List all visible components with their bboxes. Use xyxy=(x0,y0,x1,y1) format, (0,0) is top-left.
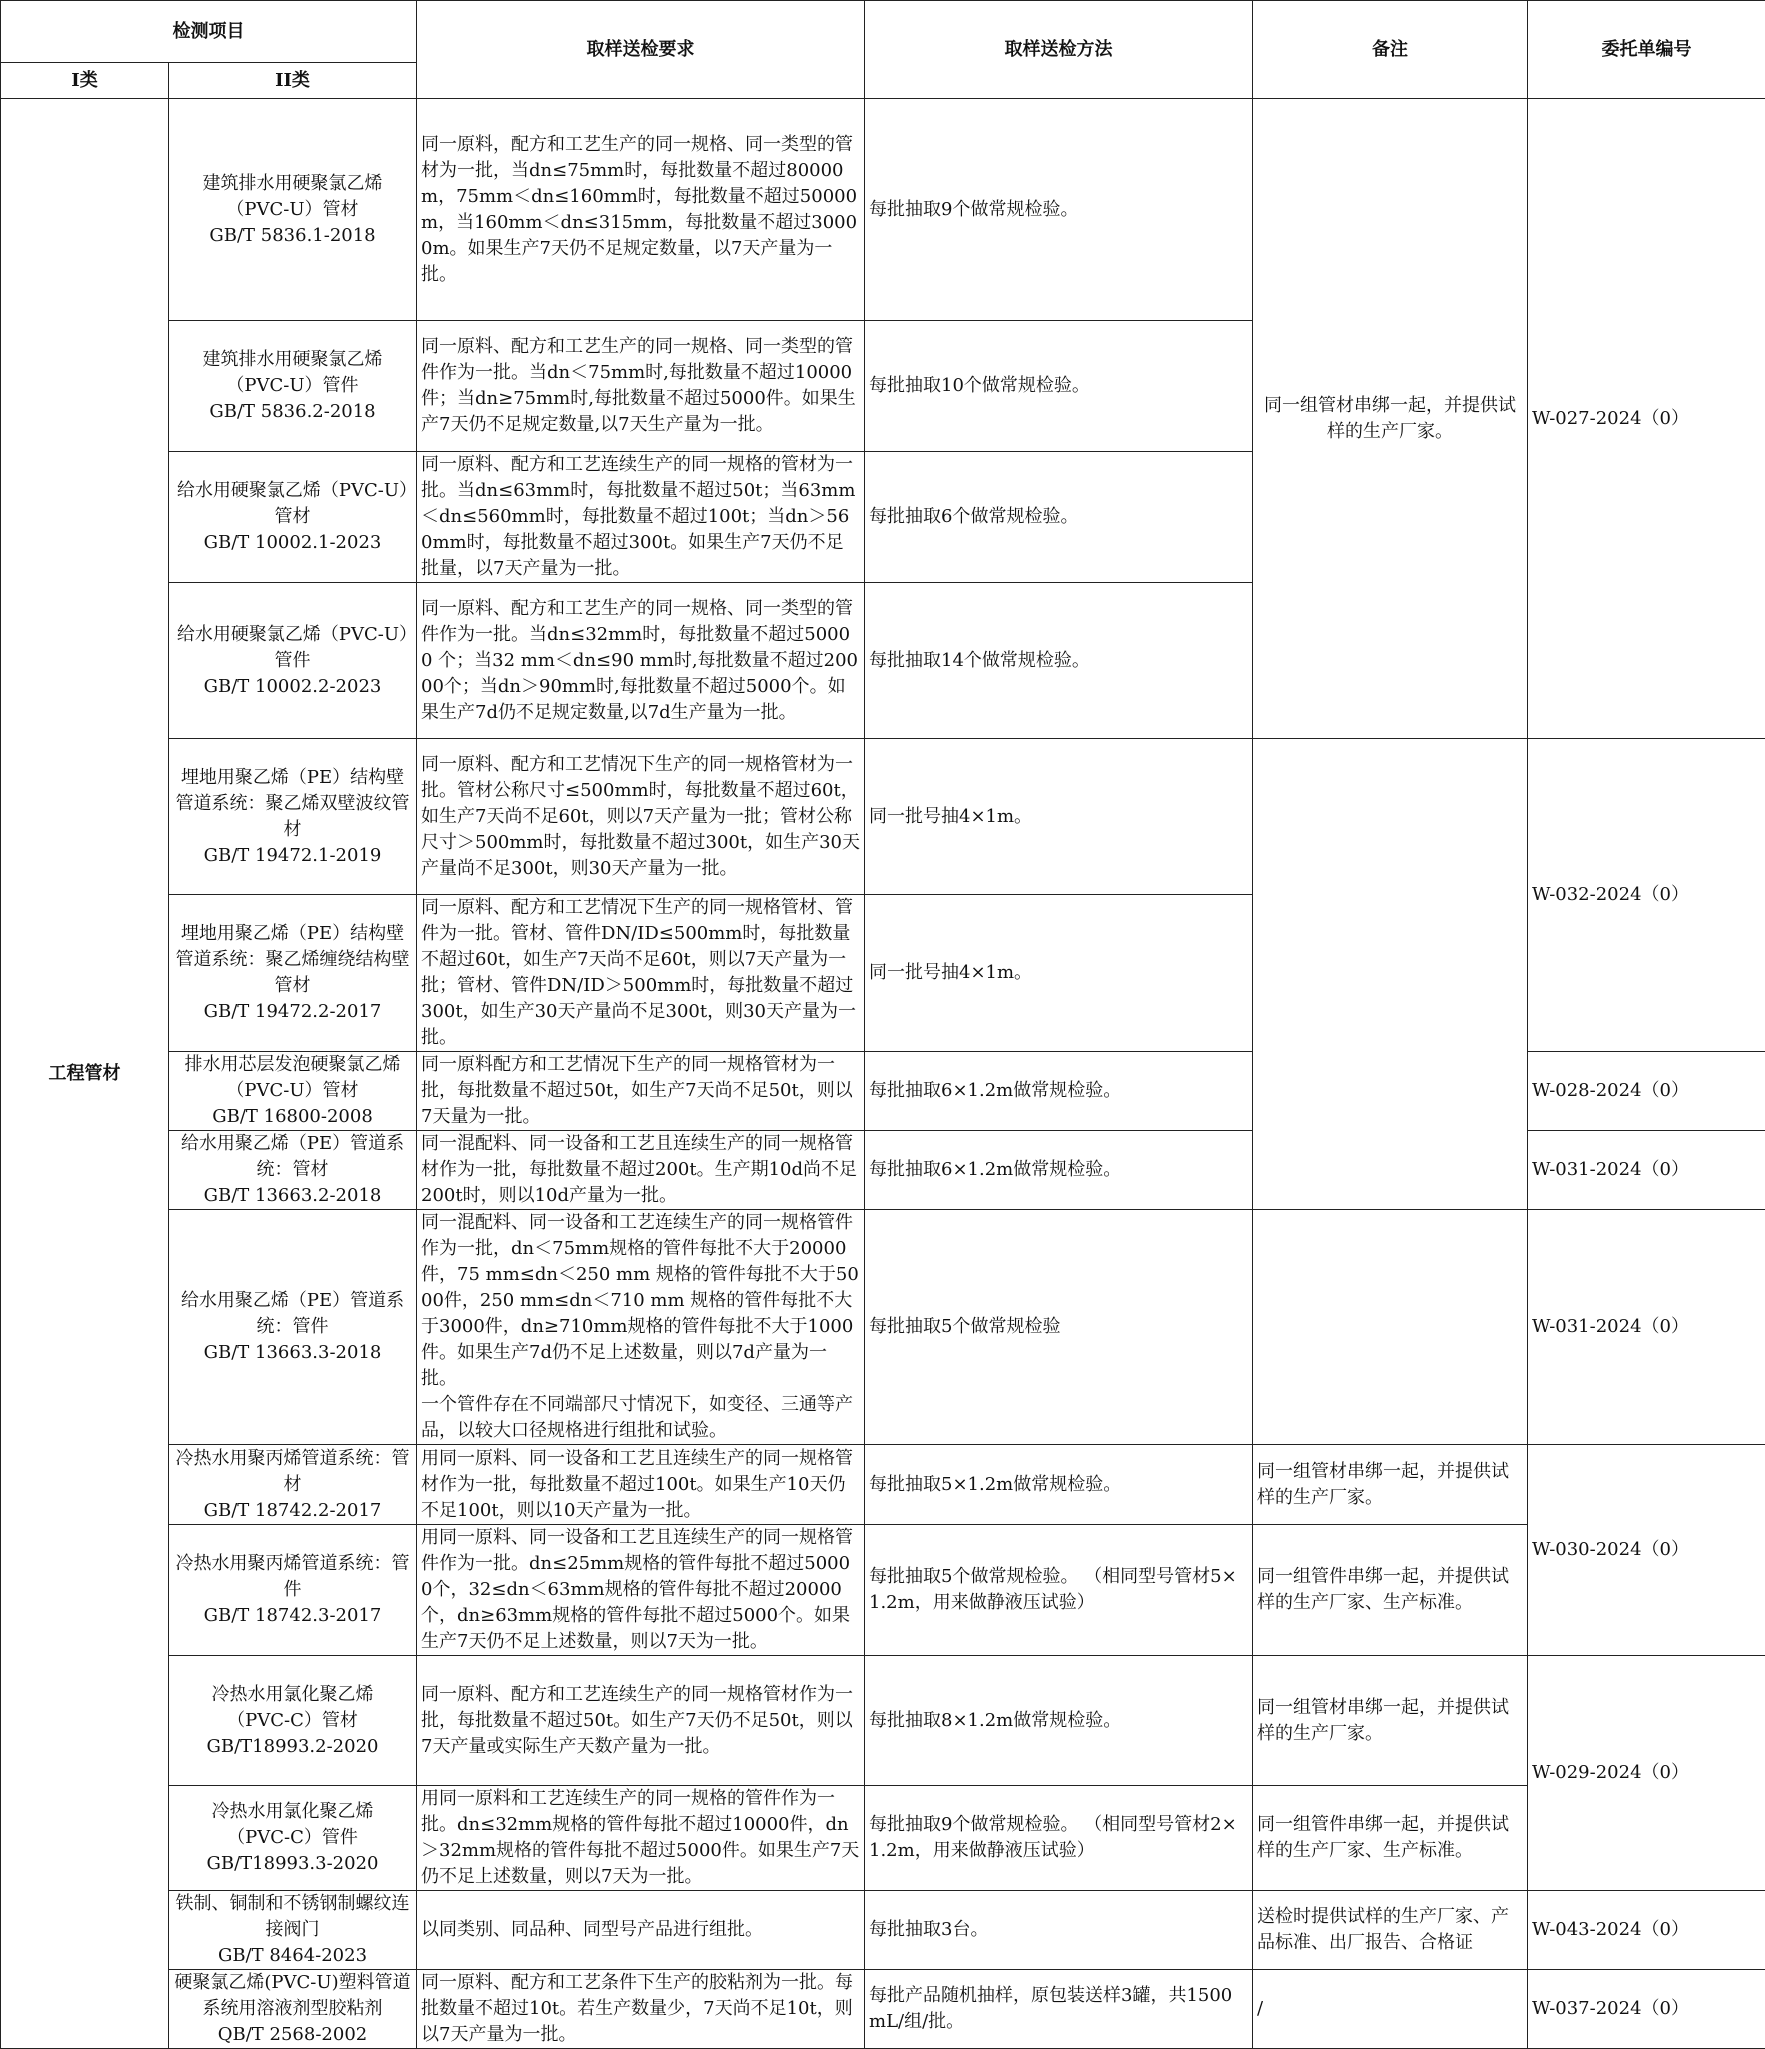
item-remarks-empty xyxy=(1253,739,1528,1210)
order-number: W-032-2024（0） xyxy=(1528,739,1765,1052)
item-method: 每批抽取6×1.2m做常规检验。 xyxy=(865,1052,1253,1131)
item-method: 每批抽取5个做常规检验。 （相同型号管材5×1.2m，用来做静液压试验） xyxy=(865,1525,1253,1656)
item-name: 冷热水用聚丙烯管道系统：管材 GB/T 18742.2-2017 xyxy=(169,1445,417,1525)
order-number: W-043-2024（0） xyxy=(1528,1891,1765,1970)
header-detect-item: 检测项目 xyxy=(1,1,417,63)
item-name: 给水用硬聚氯乙烯（PVC-U）管件 GB/T 10002.2-2023 xyxy=(169,583,417,739)
item-method: 每批产品随机抽样，原包装送样3罐，共1500mL/组/批。 xyxy=(865,1970,1253,2049)
header-method: 取样送检方法 xyxy=(865,1,1253,99)
item-requirements: 以同类别、同品种、同型号产品进行组批。 xyxy=(417,1891,865,1970)
item-name: 排水用芯层发泡硬聚氯乙烯（PVC-U）管材 GB/T 16800-2008 xyxy=(169,1052,417,1131)
item-method: 同一批号抽4×1m。 xyxy=(865,739,1253,895)
table-row xyxy=(1,1210,1765,1445)
table-row xyxy=(1,1891,1765,1970)
item-method: 每批抽取5个做常规检验 xyxy=(865,1210,1253,1445)
item-method: 每批抽取10个做常规检验。 xyxy=(865,321,1253,452)
item-method: 每批抽取9个做常规检验。 xyxy=(865,99,1253,321)
order-number: W-027-2024（0） xyxy=(1528,99,1765,739)
item-name: 冷热水用聚丙烯管道系统：管件 GB/T 18742.3-2017 xyxy=(169,1525,417,1656)
item-requirements: 同一原料、配方和工艺情况下生产的同一规格管材、管件为一批。管材、管件DN/ID≤500mm时，每批数量不超过60t，如生产7天尚不足60t，则以7天产量为一批；管材、管件DN/ID＞500mm时，每批数量不超过300t，如生产30天产量尚不足300t，则30天产量为一批。 xyxy=(417,895,865,1052)
item-method: 每批抽取5×1.2m做常规检验。 xyxy=(865,1445,1253,1525)
header-class1: I类 xyxy=(1,63,169,99)
header-remarks: 备注 xyxy=(1253,1,1528,99)
item-name: 给水用硬聚氯乙烯（PVC-U）管材 GB/T 10002.1-2023 xyxy=(169,452,417,583)
item-requirements: 用同一原料、同一设备和工艺且连续生产的同一规格管件作为一批。dn≤25mm规格的管件每批不超过50000个，32≤dn＜63mm规格的管件每批不超过20000个，dn≥63mm规格的管件每批不超过5000个。如果生产7天仍不足上述数量，则以7天为一批。 xyxy=(417,1525,865,1656)
header-requirements: 取样送检要求 xyxy=(417,1,865,99)
table-row xyxy=(1,1656,1765,1786)
item-method: 每批抽取6个做常规检验。 xyxy=(865,452,1253,583)
table-row xyxy=(1,739,1765,895)
header-order-no: 委托单编号 xyxy=(1528,1,1765,99)
item-name: 铁制、铜制和不锈钢制螺纹连接阀门 GB/T 8464-2023 xyxy=(169,1891,417,1970)
item-requirements: 同一原料，配方和工艺生产的同一规格、同一类型的管材为一批，当dn≤75mm时，每批数量不超过80000m，75mm＜dn≤160mm时，每批数量不超过50000m，当160mm＜dn≤315mm，每批数量不超过30000m。如果生产7天仍不足规定数量，以7天产量为一批。 xyxy=(417,99,865,321)
order-number: W-031-2024（0） xyxy=(1528,1131,1765,1210)
item-name: 给水用聚乙烯（PE）管道系统：管材 GB/T 13663.2-2018 xyxy=(169,1131,417,1210)
table-row xyxy=(1,1445,1765,1525)
item-name: 建筑排水用硬聚氯乙烯 （PVC-U）管材 GB/T 5836.1-2018 xyxy=(169,99,417,321)
item-remarks: / xyxy=(1253,1970,1528,2049)
table-row xyxy=(1,1525,1765,1656)
item-method: 每批抽取6×1.2m做常规检验。 xyxy=(865,1131,1253,1210)
item-name: 冷热水用氯化聚乙烯 （PVC-C）管材 GB/T18993.2-2020 xyxy=(169,1656,417,1786)
item-method: 同一批号抽4×1m。 xyxy=(865,895,1253,1052)
item-name: 埋地用聚乙烯（PE）结构壁管道系统：聚乙烯双壁波纹管材 GB/T 19472.1-2019 xyxy=(169,739,417,895)
table-row xyxy=(1,99,1765,321)
item-requirements: 同一原料、配方和工艺生产的同一规格、同一类型的管件作为一批。当dn≤32mm时，每批数量不超过50000 个；当32 mm＜dn≤90 mm时,每批数量不超过20000个；当dn＞90mm时,每批数量不超过5000个。如果生产7d仍不足规定数量,以7d生产量为一批。 xyxy=(417,583,865,739)
table-row xyxy=(1,1786,1765,1891)
item-requirements: 用同一原料、同一设备和工艺且连续生产的同一规格管材作为一批，每批数量不超过100t。如果生产10天仍不足100t，则以10天产量为一批。 xyxy=(417,1445,865,1525)
item-name: 冷热水用氯化聚乙烯 （PVC-C）管件 GB/T18993.3-2020 xyxy=(169,1786,417,1891)
item-remarks-empty xyxy=(1253,1210,1528,1445)
item-name: 给水用聚乙烯（PE）管道系统：管件 GB/T 13663.3-2018 xyxy=(169,1210,417,1445)
order-number: W-029-2024（0） xyxy=(1528,1656,1765,1891)
item-requirements: 同一混配料、同一设备和工艺连续生产的同一规格管件作为一批，dn＜75mm规格的管件每批不大于20000件，75 mm≤dn＜250 mm 规格的管件每批不大于5000件，250 mm≤dn＜710 mm 规格的管件每批不大于3000件，dn≥710mm规格的管件每批不大于1000件。如果生产7d仍不足上述数量，则以7d产量为一批。 一个管件存在不同端部尺寸情况下，如变径、三通等产品，以较大口径规格进行组批和试验。 xyxy=(417,1210,865,1445)
item-name: 硬聚氯乙烯(PVC-U)塑料管道系统用溶液剂型胶粘剂 QB/T 2568-2002 xyxy=(169,1970,417,2049)
order-number: W-031-2024（0） xyxy=(1528,1210,1765,1445)
item-requirements: 同一混配料、同一设备和工艺且连续生产的同一规格管材作为一批，每批数量不超过200t。生产期10d尚不足200t时，则以10d产量为一批。 xyxy=(417,1131,865,1210)
item-requirements: 同一原料、配方和工艺条件下生产的胶粘剂为一批。每批数量不超过10t。若生产数量少，7天尚不足10t，则以7天产量为一批。 xyxy=(417,1970,865,2049)
item-remarks: 送检时提供试样的生产厂家、产品标准、出厂报告、合格证 xyxy=(1253,1891,1528,1970)
item-method: 每批抽取14个做常规检验。 xyxy=(865,583,1253,739)
item-remarks: 同一组管材串绑一起，并提供试样的生产厂家。 xyxy=(1253,1656,1528,1786)
item-remarks: 同一组管材串绑一起，并提供试样的生产厂家。 xyxy=(1253,1445,1528,1525)
category-cell: 工程管材 xyxy=(1,99,169,2049)
item-name: 建筑排水用硬聚氯乙烯 （PVC-U）管件 GB/T 5836.2-2018 xyxy=(169,321,417,452)
item-requirements: 同一原料、配方和工艺情况下生产的同一规格管材为一批。管材公称尺寸≤500mm时，每批数量不超过60t，如生产7天尚不足60t，则以7天产量为一批；管材公称尺寸＞500mm时，每批数量不超过300t，如生产30天产量尚不足300t，则30天产量为一批。 xyxy=(417,739,865,895)
item-requirements: 用同一原料和工艺连续生产的同一规格的管件作为一批。dn≤32mm规格的管件每批不超过10000件，dn＞32mm规格的管件每批不超过5000件。如果生产7天仍不足上述数量，则以7天为一批。 xyxy=(417,1786,865,1891)
order-number: W-037-2024（0） xyxy=(1528,1970,1765,2049)
item-method: 每批抽取8×1.2m做常规检验。 xyxy=(865,1656,1253,1786)
order-number: W-028-2024（0） xyxy=(1528,1052,1765,1131)
item-method: 每批抽取3台。 xyxy=(865,1891,1253,1970)
item-requirements: 同一原料、配方和工艺生产的同一规格、同一类型的管件作为一批。当dn＜75mm时,每批数量不超过10000件；当dn≥75mm时,每批数量不超过5000件。如果生产7天仍不足规定数量,以7天生产量为一批。 xyxy=(417,321,865,452)
order-number: W-030-2024（0） xyxy=(1528,1445,1765,1656)
item-remarks: 同一组管材串绑一起，并提供试样的生产厂家。 xyxy=(1253,99,1528,739)
item-method: 每批抽取9个做常规检验。 （相同型号管材2×1.2m，用来做静液压试验） xyxy=(865,1786,1253,1891)
item-remarks: 同一组管件串绑一起，并提供试样的生产厂家、生产标准。 xyxy=(1253,1786,1528,1891)
header-class2: II类 xyxy=(169,63,417,99)
item-requirements: 同一原料、配方和工艺连续生产的同一规格管材作为一批，每批数量不超过50t。如生产7天仍不足50t，则以7天产量或实际生产天数产量为一批。 xyxy=(417,1656,865,1786)
item-requirements: 同一原料、配方和工艺连续生产的同一规格的管材为一批。当dn≤63mm时，每批数量不超过50t；当63mm＜dn≤560mm时，每批数量不超过100t；当dn＞560mm时，每批数量不超过300t。如果生产7天仍不足批量，以7天产量为一批。 xyxy=(417,452,865,583)
item-remarks: 同一组管件串绑一起，并提供试样的生产厂家、生产标准。 xyxy=(1253,1525,1528,1656)
item-requirements: 同一原料配方和工艺情况下生产的同一规格管材为一批，每批数量不超过50t，如生产7天尚不足50t，则以7天量为一批。 xyxy=(417,1052,865,1131)
item-name: 埋地用聚乙烯（PE）结构壁管道系统：聚乙烯缠绕结构壁管材 GB/T 19472.2-2017 xyxy=(169,895,417,1052)
